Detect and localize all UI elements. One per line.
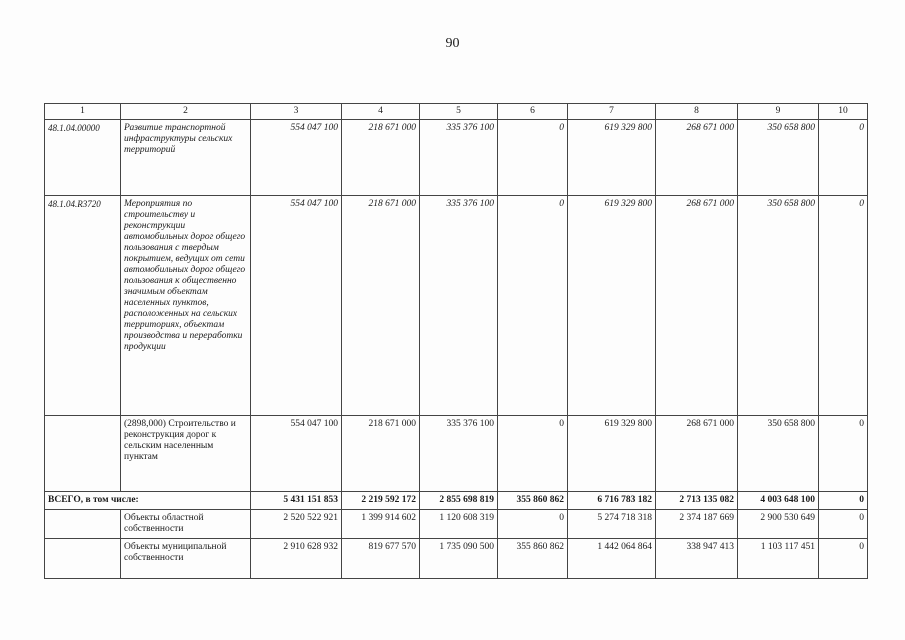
cell-value: 0 xyxy=(819,416,868,492)
cell-value: 218 671 000 xyxy=(342,196,420,416)
table-row xyxy=(45,196,868,416)
table-row xyxy=(45,416,868,492)
cell-value: 0 xyxy=(498,120,568,196)
cell-value: 0 xyxy=(498,416,568,492)
col-header: 1 xyxy=(45,104,121,120)
cell-value: 619 329 800 xyxy=(568,196,656,416)
total-value: 5 431 151 853 xyxy=(251,492,342,510)
row-description: Развитие транспортной инфраструктуры сельских территорий xyxy=(121,120,251,196)
cell-value: 0 xyxy=(498,196,568,416)
cell-value: 335 376 100 xyxy=(420,120,498,196)
col-header: 8 xyxy=(656,104,738,120)
row-code: 48.1.04.00000 xyxy=(45,120,121,196)
header-row xyxy=(45,104,868,120)
total-value: 2 219 592 172 xyxy=(342,492,420,510)
table-row xyxy=(45,510,868,539)
cell-value: 0 xyxy=(819,120,868,196)
row-description: Объекты областной собственности xyxy=(121,510,251,539)
col-header: 10 xyxy=(819,104,868,120)
total-value: 0 xyxy=(819,492,868,510)
cell-value: 350 658 800 xyxy=(738,196,819,416)
cell-value: 2 520 522 921 xyxy=(251,510,342,539)
cell-value: 0 xyxy=(819,196,868,416)
cell-value: 0 xyxy=(819,510,868,539)
cell-value: 350 658 800 xyxy=(738,120,819,196)
total-value: 355 860 862 xyxy=(498,492,568,510)
total-value: 2 713 135 082 xyxy=(656,492,738,510)
cell-value: 554 047 100 xyxy=(251,416,342,492)
cell-value: 2 910 628 932 xyxy=(251,539,342,579)
cell-value: 1 103 117 451 xyxy=(738,539,819,579)
col-header: 5 xyxy=(420,104,498,120)
cell-value: 1 120 608 319 xyxy=(420,510,498,539)
cell-value: 1 735 090 500 xyxy=(420,539,498,579)
cell-value: 554 047 100 xyxy=(251,196,342,416)
cell-value: 218 671 000 xyxy=(342,120,420,196)
table-row xyxy=(45,120,868,196)
col-header: 6 xyxy=(498,104,568,120)
cell-value: 338 947 413 xyxy=(656,539,738,579)
cell-value: 619 329 800 xyxy=(568,120,656,196)
col-header: 7 xyxy=(568,104,656,120)
total-value: 6 716 783 182 xyxy=(568,492,656,510)
cell-value: 0 xyxy=(498,510,568,539)
col-header: 2 xyxy=(121,104,251,120)
col-header: 3 xyxy=(251,104,342,120)
cell-value: 268 671 000 xyxy=(656,196,738,416)
cell-value: 5 274 718 318 xyxy=(568,510,656,539)
total-value: 4 003 648 100 xyxy=(738,492,819,510)
row-description: (2898,000) Строительство и реконструкция дорог к сельским населенным пунктам xyxy=(121,416,251,492)
total-value: 2 855 698 819 xyxy=(420,492,498,510)
col-header: 9 xyxy=(738,104,819,120)
cell-value: 0 xyxy=(819,539,868,579)
cell-value: 619 329 800 xyxy=(568,416,656,492)
cell-value: 335 376 100 xyxy=(420,196,498,416)
cell-value: 1 399 914 602 xyxy=(342,510,420,539)
empty-cell xyxy=(45,539,121,579)
row-code: 48.1.04.R3720 xyxy=(45,196,121,416)
cell-value: 1 442 064 864 xyxy=(568,539,656,579)
cell-value: 2 374 187 669 xyxy=(656,510,738,539)
table-row xyxy=(45,539,868,579)
cell-value: 268 671 000 xyxy=(656,416,738,492)
row-description: Мероприятия по строительству и реконструкции автомобильных дорог общего пользования с твердым покрытием, ведущих от сети автомобильных дорог общего пользования к общественно значимым объектам населенных пунктов, расположенных на сельских территориях, объектам производства и переработки продукции xyxy=(121,196,251,416)
cell-value: 819 677 570 xyxy=(342,539,420,579)
total-row xyxy=(45,492,868,510)
row-description: Объекты муниципальной собственности xyxy=(121,539,251,579)
total-label: ВСЕГО, в том числе: xyxy=(45,492,251,510)
row-code xyxy=(45,416,121,492)
cell-value: 218 671 000 xyxy=(342,416,420,492)
cell-value: 350 658 800 xyxy=(738,416,819,492)
page-number: 90 xyxy=(445,36,460,51)
budget-table xyxy=(44,103,868,579)
cell-value: 355 860 862 xyxy=(498,539,568,579)
col-header: 4 xyxy=(342,104,420,120)
cell-value: 2 900 530 649 xyxy=(738,510,819,539)
cell-value: 335 376 100 xyxy=(420,416,498,492)
cell-value: 554 047 100 xyxy=(251,120,342,196)
cell-value: 268 671 000 xyxy=(656,120,738,196)
empty-cell xyxy=(45,510,121,539)
